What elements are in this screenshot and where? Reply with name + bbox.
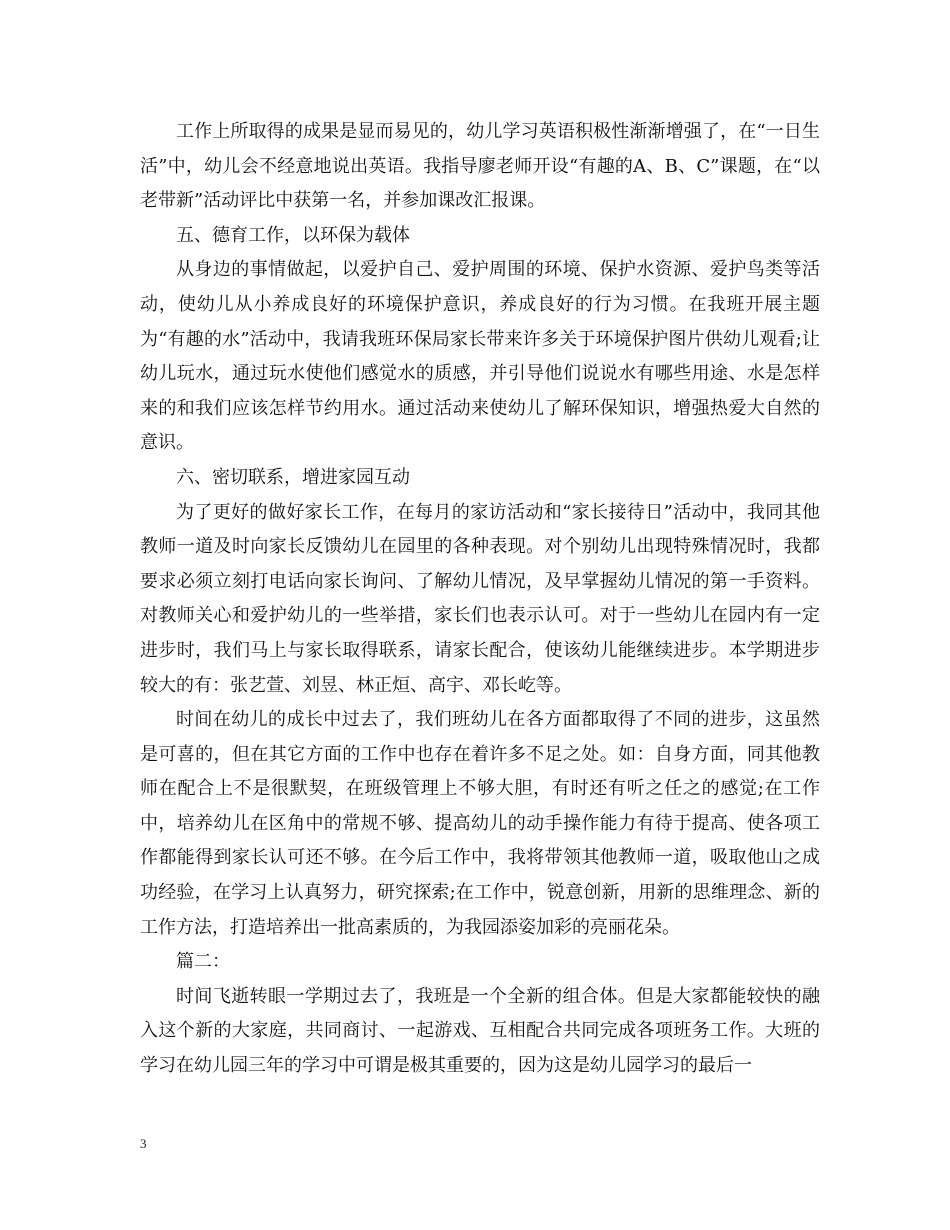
paragraph-environment: 从身边的事情做起，以爱护自己、爱护周围的环境、保护水资源、爱护鸟类等活动，使幼儿从小养成良好的环境保护意识，养成良好的行为习惯。在我班开展主题为“有趣的水”活动中，我请我班环保局家长带来许多关于环境保护图片供幼儿观看;让幼儿玩水，通过玩水使他们感觉水的质感，并引导他们说说水有哪些用途、水是怎样来的和我们应该怎样节约用水。通过活动来使幼儿了解环保知识，增强热爱大自然的意识。	[140, 259, 820, 454]
paragraph-reflection: 时间在幼儿的成长中过去了，我们班幼儿在各方面都取得了不同的进步，这虽然是可喜的，但在其它方面的工作中也存在着许多不足之处。如：自身方面，同其他教师在配合上不是很默契，在班级管理上不够大胆，有时还有听之任之的感觉;在工作中，培养幼儿在区角中的常规不够、提高幼儿的动手操作能力有待于提高、使各项工作都能得到家长认可还不够。在今后工作中，我将带领其他教师一道，吸取他山之成功经验，在学习上认真努力，研究探索;在工作中，锐意创新，用新的思维理念、新的工作方法，打造培养出一批高素质的，为我园添姿加彩的亮丽花朵。	[140, 709, 820, 938]
page-number: 3	[140, 1136, 147, 1151]
heading-moral-education: 五、德育工作，以环保为载体	[176, 224, 410, 246]
document-body	[140, 115, 820, 1084]
paragraph-part-two-intro: 时间飞逝转眼一学期过去了，我班是一个全新的组合体。但是大家都能较快的融入这个新的大家庭，共同商讨、一起游戏、互相配合共同完成各项班务工作。大班的学习在幼儿园三年的学习中可谓是极其重要的，因为这是幼儿园学习的最后一	[140, 985, 820, 1077]
paragraph-achievements: 工作上所取得的成果是显而易见的，幼儿学习英语积极性渐渐增强了，在“一日生活”中，幼儿会不经意地说出英语。我指导廖老师开设“有趣的A、B、C”课题，在“以老带新”活动评比中获第一名，并参加课改汇报课。	[140, 121, 820, 212]
paragraph-parents: 为了更好的做好家长工作，在每月的家访活动和“家长接待日”活动中，我同其他教师一道及时向家长反馈幼儿在园里的各种表现。对个别幼儿出现特殊情况时，我都要求必须立刻打电话向家长询问、了解幼儿情况，及早掌握幼儿情况的第一手资料。对教师关心和爱护幼儿的一些举措，家长们也表示认可。对于一些幼儿在园内有一定进步时，我们马上与家长取得联系，请家长配合，使该幼儿能继续进步。本学期进步较大的有：张艺萱、刘昱、林正烜、高宇、邓长屹等。	[140, 501, 820, 696]
heading-part-two: 篇二：	[176, 951, 230, 973]
heading-home-school: 六、密切联系，增进家园互动	[176, 466, 410, 488]
